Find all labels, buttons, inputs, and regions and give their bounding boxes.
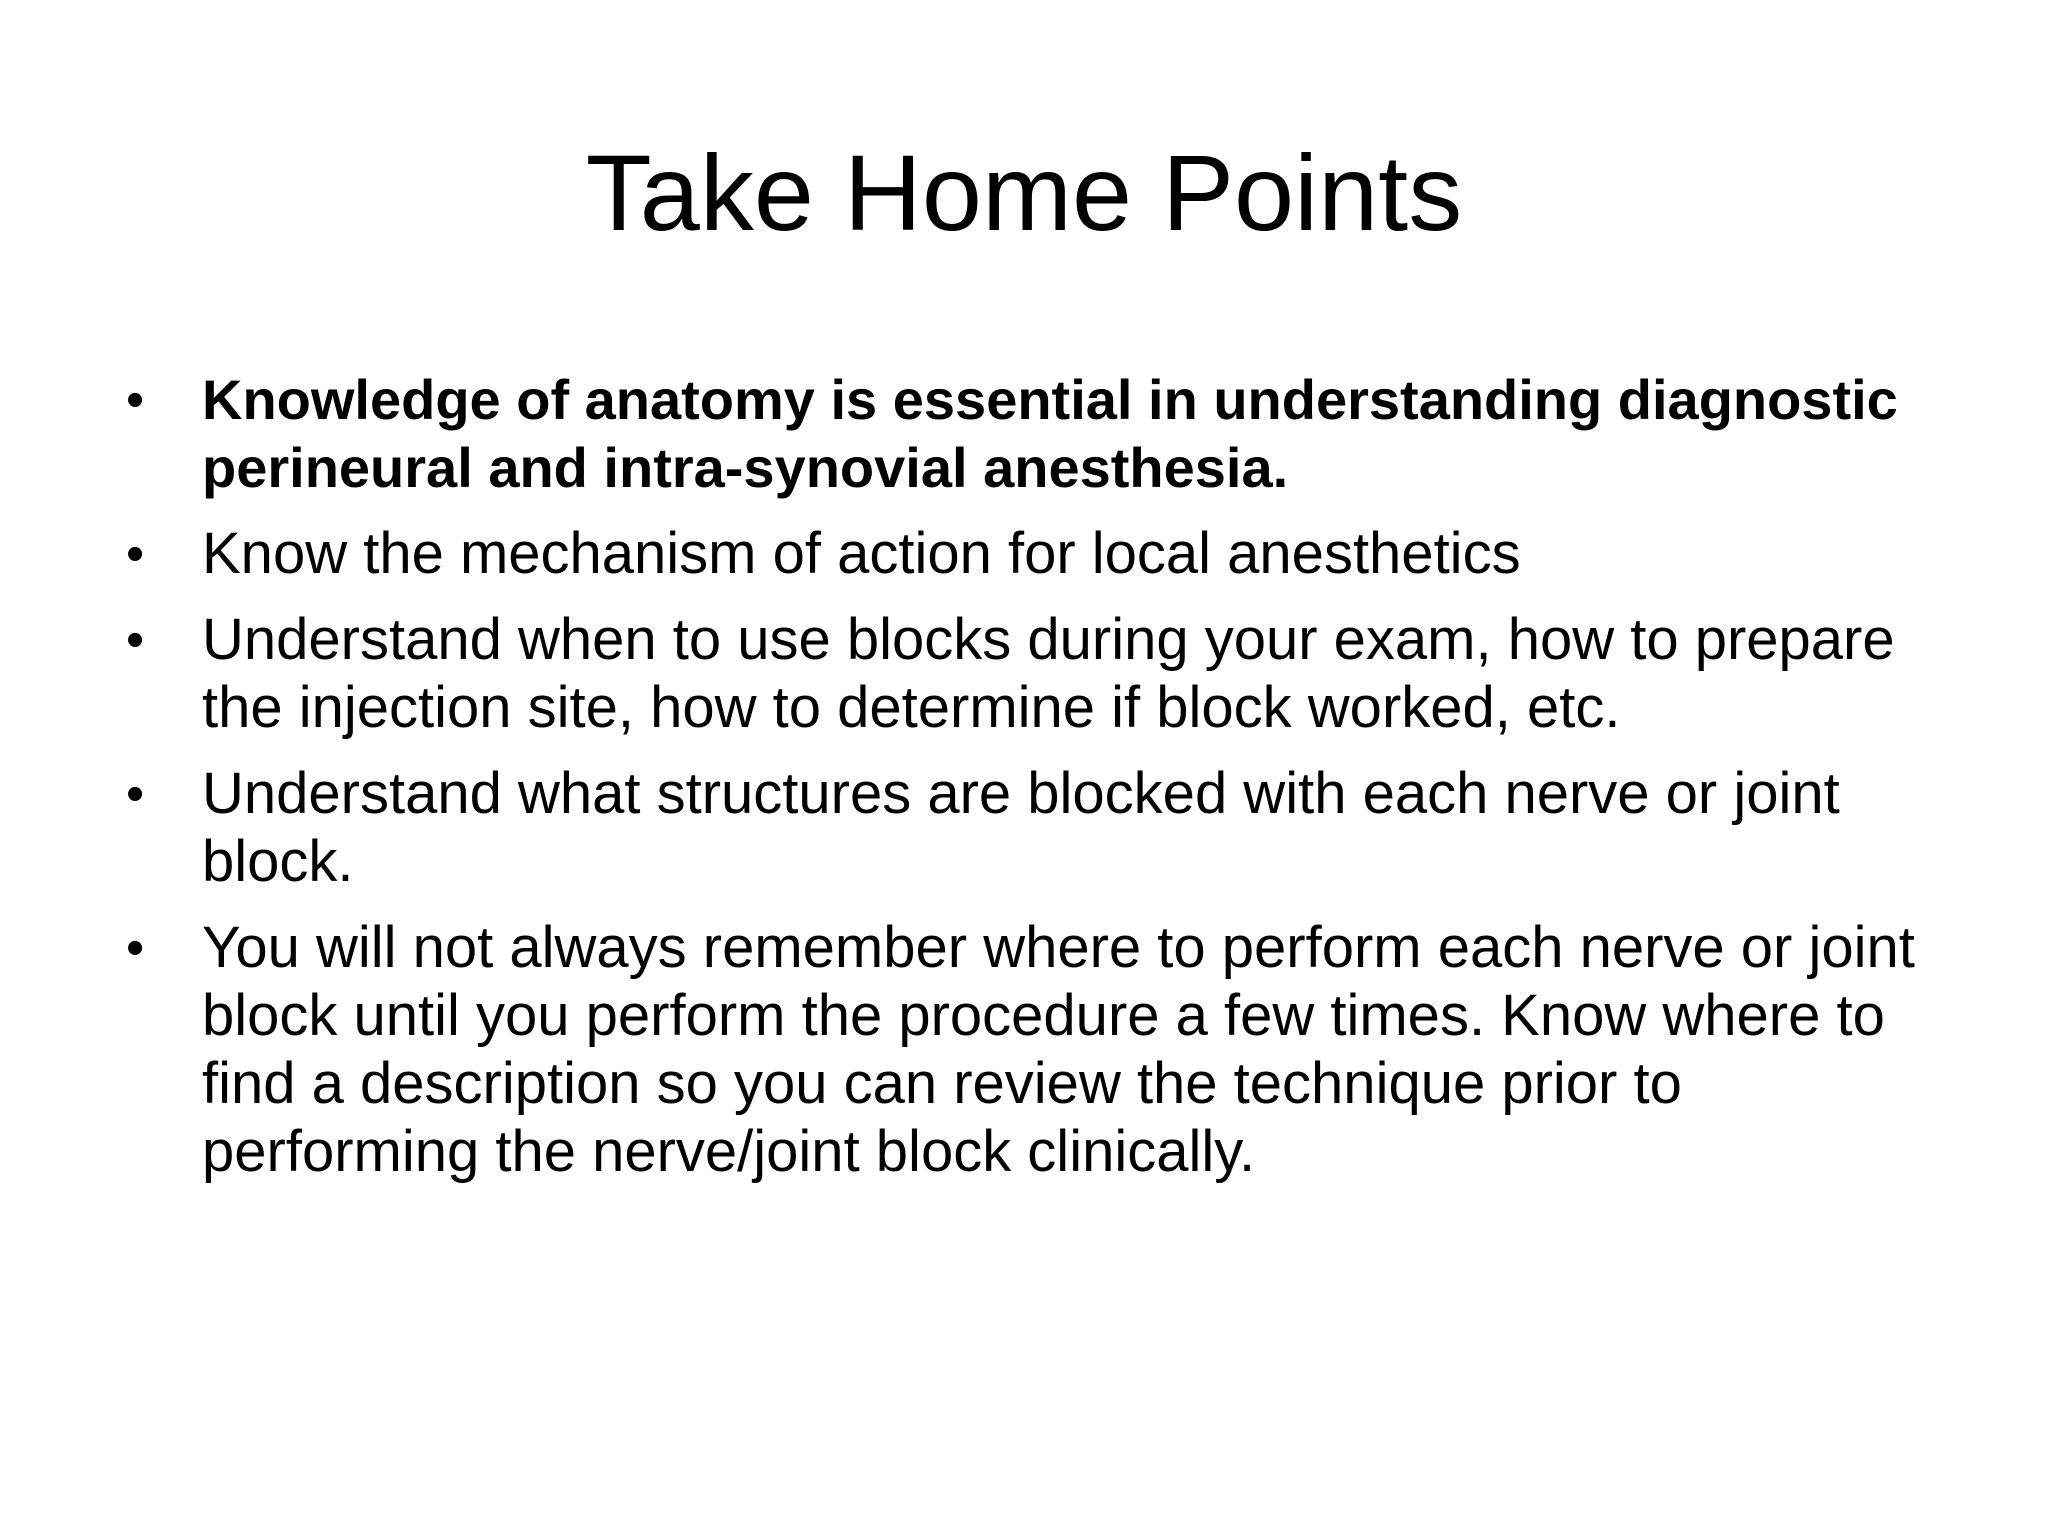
bullet-item xyxy=(120,366,1970,502)
bullet-list xyxy=(120,366,1970,1204)
bullet-text: Know the mechanism of action for local anesthetics xyxy=(202,521,1521,586)
slide-title: Take Home Points xyxy=(585,132,1463,253)
bullet-icon: • xyxy=(126,765,145,823)
bullet-icon: • xyxy=(126,525,145,583)
bullet-icon: • xyxy=(126,371,145,429)
bullet-item xyxy=(120,520,1970,588)
bullet-text: Understand what structures are blocked with each nerve or joint block. xyxy=(202,761,1840,894)
bullet-text: Knowledge of anatomy is essential in understanding diagnostic perineural and intra-synovial anesthesia. xyxy=(202,368,1898,499)
bullet-text: You will not always remember where to perform each nerve or joint block until you perform the procedure a few times. Know where to find a description so you can review the technique prior to performing the nerve/joint block clinically. xyxy=(202,915,1915,1184)
bullet-icon: • xyxy=(126,919,145,977)
bullet-icon: • xyxy=(126,611,145,669)
bullet-item xyxy=(120,606,1970,742)
bullet-text: Understand when to use blocks during your exam, how to prepare the injection site, how to determine if block worked, etc. xyxy=(202,607,1895,740)
bullet-item xyxy=(120,760,1970,896)
bullet-item xyxy=(120,914,1970,1186)
